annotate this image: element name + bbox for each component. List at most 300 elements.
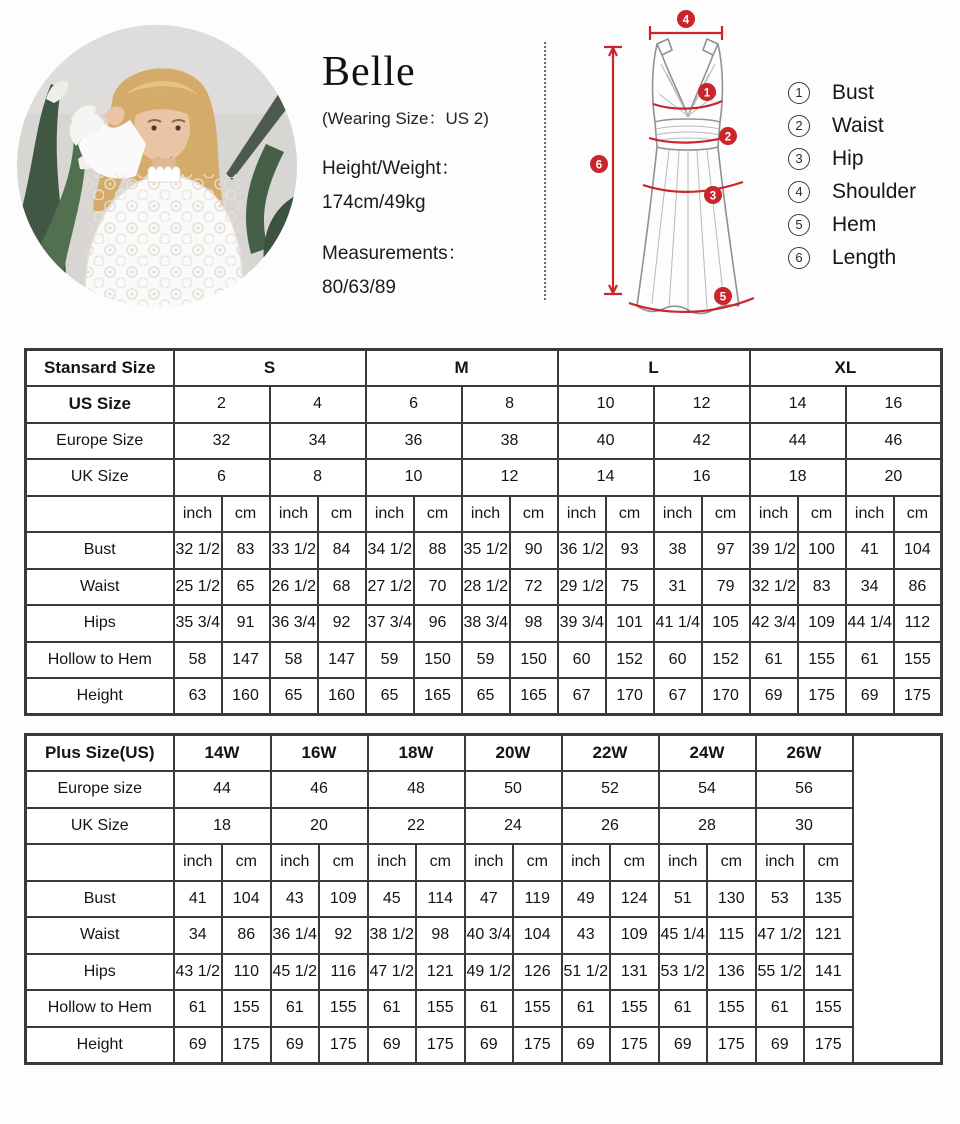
measurement-value: 97 — [702, 532, 750, 569]
measurement-value: 109 — [610, 917, 659, 954]
measurement-value: 43 — [271, 881, 320, 918]
unit-header: cm — [513, 844, 562, 881]
measurement-value: 124 — [610, 881, 659, 918]
size-group-header: S — [174, 350, 366, 387]
unit-header: cm — [414, 496, 462, 533]
model-info — [322, 48, 532, 299]
measurement-value: 47 1/2 — [756, 917, 805, 954]
measurement-value: 29 1/2 — [558, 569, 606, 606]
measurement-value: 44 1/4 — [846, 605, 894, 642]
size-value: 44 — [750, 423, 846, 460]
legend-item-hip — [788, 142, 916, 175]
table-row — [26, 569, 942, 606]
measurement-value: 119 — [513, 881, 562, 918]
legend-label: Bust — [832, 80, 875, 104]
measurement-value: 86 — [222, 917, 271, 954]
legend-label: Shoulder — [832, 179, 917, 203]
measurement-value: 53 — [756, 881, 805, 918]
empty-cell — [853, 735, 942, 1064]
measurement-value: 59 — [366, 642, 414, 679]
measurement-value: 69 — [465, 1027, 514, 1064]
size-group-header: 20W — [465, 735, 562, 772]
row-label: Height — [26, 678, 174, 715]
measurement-value: 69 — [562, 1027, 611, 1064]
size-value: 8 — [270, 459, 366, 496]
measurement-value: 41 — [846, 532, 894, 569]
legend-label: Hip — [832, 146, 864, 170]
size-value: 30 — [756, 808, 853, 845]
measurement-value: 42 3/4 — [750, 605, 798, 642]
table-row — [26, 844, 942, 881]
measurement-value: 59 — [462, 642, 510, 679]
table-row — [26, 532, 942, 569]
height-weight-label: Height/Weight： — [322, 158, 460, 179]
measurement-value: 175 — [707, 1027, 756, 1064]
unit-header: inch — [366, 496, 414, 533]
measurement-value: 61 — [756, 990, 805, 1027]
measurement-value: 61 — [562, 990, 611, 1027]
table-row — [26, 423, 942, 460]
measurement-value: 28 1/2 — [462, 569, 510, 606]
measurement-value: 26 1/2 — [270, 569, 318, 606]
measurement-value: 35 3/4 — [174, 605, 222, 642]
size-value: 50 — [465, 771, 562, 808]
model-photo — [16, 24, 298, 308]
unit-header: inch — [271, 844, 320, 881]
row-label: UK Size — [26, 459, 174, 496]
size-value: 38 — [462, 423, 558, 460]
measurement-value: 175 — [319, 1027, 368, 1064]
circled-5-icon: 5 — [788, 214, 810, 236]
measurement-value: 72 — [510, 569, 558, 606]
measurement-value: 61 — [465, 990, 514, 1027]
table-row — [26, 808, 942, 845]
unit-header: cm — [416, 844, 465, 881]
legend-label: Hem — [832, 212, 877, 236]
measurement-value: 36 1/4 — [271, 917, 320, 954]
measurement-value: 152 — [606, 642, 654, 679]
measurement-value: 61 — [846, 642, 894, 679]
legend-item-shoulder — [788, 175, 916, 208]
measurement-value: 109 — [319, 881, 368, 918]
circled-3-icon: 3 — [788, 148, 810, 170]
row-label: UK Size — [26, 808, 174, 845]
measurement-value: 141 — [804, 954, 853, 991]
measurement-value: 121 — [416, 954, 465, 991]
marker-bust: 1 — [703, 87, 711, 100]
size-value: 22 — [368, 808, 465, 845]
table-row — [26, 642, 942, 679]
unit-header: cm — [702, 496, 750, 533]
row-label: Hips — [26, 954, 174, 991]
marker-hip: 3 — [709, 190, 717, 203]
row-label: Bust — [26, 881, 174, 918]
measurement-value: 175 — [804, 1027, 853, 1064]
measurement-value: 116 — [319, 954, 368, 991]
measurement-value: 112 — [894, 605, 942, 642]
row-label: Height — [26, 1027, 174, 1064]
measurement-value: 38 3/4 — [462, 605, 510, 642]
measurement-value: 61 — [659, 990, 708, 1027]
size-group-header: M — [366, 350, 558, 387]
measurements-value: 80/63/89 — [322, 277, 396, 298]
measurement-value: 150 — [414, 642, 462, 679]
size-value: 12 — [462, 459, 558, 496]
size-value: 26 — [562, 808, 659, 845]
table-row — [26, 917, 942, 954]
measurement-value: 93 — [606, 532, 654, 569]
size-value: 8 — [462, 386, 558, 423]
size-group-header: L — [558, 350, 750, 387]
measurement-value: 155 — [894, 642, 942, 679]
size-value: 24 — [465, 808, 562, 845]
measurement-value: 114 — [416, 881, 465, 918]
measurement-value: 34 1/2 — [366, 532, 414, 569]
measurement-value: 39 3/4 — [558, 605, 606, 642]
dress-diagram-drawing — [555, 4, 785, 338]
measurement-value: 104 — [222, 881, 271, 918]
size-value: 32 — [174, 423, 270, 460]
measurement-value: 88 — [414, 532, 462, 569]
measurement-value: 31 — [654, 569, 702, 606]
size-value: 44 — [174, 771, 271, 808]
measurement-value: 155 — [416, 990, 465, 1027]
marker-shoulder: 4 — [682, 14, 690, 27]
measurement-value: 160 — [318, 678, 366, 715]
wearing-size: (Wearing Size：US 2) — [322, 109, 489, 128]
table-row — [26, 386, 942, 423]
measurement-value: 40 3/4 — [465, 917, 514, 954]
table-row — [26, 459, 942, 496]
size-value: 10 — [558, 386, 654, 423]
row-label: US Size — [26, 386, 174, 423]
table-row — [26, 735, 942, 772]
unit-header: cm — [606, 496, 654, 533]
measurement-value: 61 — [174, 990, 223, 1027]
unit-header: inch — [659, 844, 708, 881]
size-value: 28 — [659, 808, 756, 845]
marker-waist: 2 — [724, 131, 732, 144]
unit-header: inch — [846, 496, 894, 533]
measurement-value: 175 — [798, 678, 846, 715]
height-weight-value: 174cm/49kg — [322, 192, 426, 213]
unit-header: cm — [318, 496, 366, 533]
measurement-value: 147 — [222, 642, 270, 679]
measurement-value: 67 — [654, 678, 702, 715]
measurement-value: 41 1/4 — [654, 605, 702, 642]
unit-header: cm — [510, 496, 558, 533]
measurement-value: 27 1/2 — [366, 569, 414, 606]
row-label: Bust — [26, 532, 174, 569]
measurement-value: 58 — [270, 642, 318, 679]
measurement-value: 101 — [606, 605, 654, 642]
measurement-value: 92 — [318, 605, 366, 642]
table-row — [26, 771, 942, 808]
measurement-value: 61 — [368, 990, 417, 1027]
measurement-value: 33 1/2 — [270, 532, 318, 569]
table-row — [26, 605, 942, 642]
measurement-value: 170 — [606, 678, 654, 715]
measurement-value: 69 — [750, 678, 798, 715]
model-name: Belle — [322, 49, 416, 95]
measurement-value: 160 — [222, 678, 270, 715]
size-value: 46 — [271, 771, 368, 808]
measurement-value: 36 3/4 — [270, 605, 318, 642]
measurement-value: 34 — [174, 917, 223, 954]
measurement-value: 96 — [414, 605, 462, 642]
model-photo-illustration — [16, 24, 298, 308]
measurement-value: 69 — [659, 1027, 708, 1064]
measurement-value: 45 1/4 — [659, 917, 708, 954]
measurement-value: 155 — [804, 990, 853, 1027]
measurement-value: 105 — [702, 605, 750, 642]
measurement-value: 65 — [366, 678, 414, 715]
measurement-value: 61 — [271, 990, 320, 1027]
unit-header: cm — [798, 496, 846, 533]
size-value: 20 — [846, 459, 942, 496]
size-group-header: 16W — [271, 735, 368, 772]
measurement-value: 36 1/2 — [558, 532, 606, 569]
marker-length: 6 — [595, 159, 603, 172]
measurement-value: 83 — [222, 532, 270, 569]
size-group-header: 26W — [756, 735, 853, 772]
unit-header: cm — [707, 844, 756, 881]
circled-6-icon: 6 — [788, 247, 810, 269]
table-row — [26, 496, 942, 533]
row-label: Hollow to Hem — [26, 990, 174, 1027]
measurement-value: 43 — [562, 917, 611, 954]
unit-header: inch — [756, 844, 805, 881]
unit-header: inch — [654, 496, 702, 533]
measurement-value: 135 — [804, 881, 853, 918]
table-row — [26, 881, 942, 918]
measurement-value: 35 1/2 — [462, 532, 510, 569]
dress-diagram — [555, 4, 785, 343]
measurement-value: 25 1/2 — [174, 569, 222, 606]
size-group-header: 18W — [368, 735, 465, 772]
unit-header: inch — [562, 844, 611, 881]
size-value: 4 — [270, 386, 366, 423]
circled-2-icon: 2 — [788, 115, 810, 137]
size-value: 10 — [366, 459, 462, 496]
measurement-value: 69 — [756, 1027, 805, 1064]
size-value: 16 — [846, 386, 942, 423]
measurement-value: 175 — [513, 1027, 562, 1064]
legend-item-waist — [788, 109, 916, 142]
measurement-value: 51 — [659, 881, 708, 918]
measurement-value: 86 — [894, 569, 942, 606]
measurement-value: 104 — [513, 917, 562, 954]
dotted-divider — [544, 42, 546, 300]
measurement-value: 98 — [416, 917, 465, 954]
measurement-value: 92 — [319, 917, 368, 954]
measurement-value: 47 — [465, 881, 514, 918]
measurement-value: 165 — [414, 678, 462, 715]
top-section — [0, 0, 960, 344]
unit-header: cm — [894, 496, 942, 533]
measurement-value: 155 — [798, 642, 846, 679]
unit-header: cm — [319, 844, 368, 881]
size-value: 2 — [174, 386, 270, 423]
table-row — [26, 954, 942, 991]
measurement-value: 51 1/2 — [562, 954, 611, 991]
measurement-value: 68 — [318, 569, 366, 606]
measurement-value: 65 — [222, 569, 270, 606]
measurement-value: 155 — [222, 990, 271, 1027]
unit-header: inch — [174, 496, 222, 533]
measurement-value: 69 — [846, 678, 894, 715]
measurement-value: 67 — [558, 678, 606, 715]
unit-header: inch — [558, 496, 606, 533]
table-row — [26, 990, 942, 1027]
measurement-value: 47 1/2 — [368, 954, 417, 991]
unit-header: inch — [462, 496, 510, 533]
measurement-value: 100 — [798, 532, 846, 569]
measurement-value: 38 1/2 — [368, 917, 417, 954]
size-value: 52 — [562, 771, 659, 808]
measurement-value: 175 — [416, 1027, 465, 1064]
unit-header: cm — [804, 844, 853, 881]
measurement-value: 39 1/2 — [750, 532, 798, 569]
size-value: 12 — [654, 386, 750, 423]
size-value: 14 — [558, 459, 654, 496]
measurement-value: 37 3/4 — [366, 605, 414, 642]
measurement-value: 165 — [510, 678, 558, 715]
measurement-value: 170 — [702, 678, 750, 715]
row-label: Waist — [26, 569, 174, 606]
measurement-value: 32 1/2 — [174, 532, 222, 569]
measurement-value: 126 — [513, 954, 562, 991]
size-value: 56 — [756, 771, 853, 808]
measurement-value: 32 1/2 — [750, 569, 798, 606]
measurement-value: 43 1/2 — [174, 954, 223, 991]
measurement-value: 41 — [174, 881, 223, 918]
measurement-value: 155 — [513, 990, 562, 1027]
marker-hem: 5 — [719, 291, 727, 304]
measurement-value: 75 — [606, 569, 654, 606]
unit-header: cm — [610, 844, 659, 881]
row-label: Hollow to Hem — [26, 642, 174, 679]
row-label: Waist — [26, 917, 174, 954]
measurement-value: 91 — [222, 605, 270, 642]
measurements-label: Measurements： — [322, 243, 467, 264]
measurement-value: 65 — [270, 678, 318, 715]
measurement-value: 63 — [174, 678, 222, 715]
measurement-value: 155 — [610, 990, 659, 1027]
measurement-value: 60 — [654, 642, 702, 679]
size-value: 54 — [659, 771, 756, 808]
measurement-value: 115 — [707, 917, 756, 954]
measurement-value: 55 1/2 — [756, 954, 805, 991]
size-value: 48 — [368, 771, 465, 808]
measurement-value: 121 — [804, 917, 853, 954]
unit-header: inch — [750, 496, 798, 533]
measurement-value: 98 — [510, 605, 558, 642]
unit-header: inch — [465, 844, 514, 881]
size-value: 34 — [270, 423, 366, 460]
measurement-value: 34 — [846, 569, 894, 606]
unit-header: inch — [270, 496, 318, 533]
table-row — [26, 1027, 942, 1064]
size-value: 40 — [558, 423, 654, 460]
measurement-legend — [788, 76, 916, 274]
size-value: 18 — [174, 808, 271, 845]
size-group-header: 14W — [174, 735, 271, 772]
measurement-value: 150 — [510, 642, 558, 679]
legend-item-bust — [788, 76, 916, 109]
measurement-value: 104 — [894, 532, 942, 569]
measurement-value: 155 — [319, 990, 368, 1027]
row-label: Hips — [26, 605, 174, 642]
measurement-value: 58 — [174, 642, 222, 679]
size-value: 42 — [654, 423, 750, 460]
legend-label: Length — [832, 245, 897, 269]
measurement-value: 90 — [510, 532, 558, 569]
measurement-value: 38 — [654, 532, 702, 569]
measurement-value: 65 — [462, 678, 510, 715]
legend-item-hem — [788, 208, 916, 241]
standard-size-table — [24, 348, 943, 716]
measurement-value: 155 — [707, 990, 756, 1027]
corner-label: Stansard Size — [26, 350, 174, 387]
empty-corner — [26, 844, 174, 881]
corner-label: Plus Size(US) — [26, 735, 174, 772]
table-row — [26, 350, 942, 387]
measurement-value: 45 — [368, 881, 417, 918]
size-group-header: XL — [750, 350, 942, 387]
measurement-value: 69 — [368, 1027, 417, 1064]
plus-size-table — [24, 733, 943, 1065]
unit-header: cm — [222, 844, 271, 881]
size-value: 46 — [846, 423, 942, 460]
size-value: 14 — [750, 386, 846, 423]
row-label: Europe Size — [26, 423, 174, 460]
unit-header: inch — [368, 844, 417, 881]
measurement-value: 84 — [318, 532, 366, 569]
measurement-value: 175 — [894, 678, 942, 715]
measurement-value: 61 — [750, 642, 798, 679]
measurement-value: 53 1/2 — [659, 954, 708, 991]
circled-4-icon: 4 — [788, 181, 810, 203]
unit-header: inch — [174, 844, 223, 881]
measurement-value: 49 1/2 — [465, 954, 514, 991]
measurement-value: 60 — [558, 642, 606, 679]
empty-corner — [26, 496, 174, 533]
measurement-value: 136 — [707, 954, 756, 991]
measurement-value: 70 — [414, 569, 462, 606]
measurement-value: 131 — [610, 954, 659, 991]
unit-header: cm — [222, 496, 270, 533]
table-row — [26, 678, 942, 715]
measurement-value: 83 — [798, 569, 846, 606]
size-value: 6 — [366, 386, 462, 423]
size-value: 18 — [750, 459, 846, 496]
measurement-value: 49 — [562, 881, 611, 918]
measurement-value: 175 — [610, 1027, 659, 1064]
measurement-value: 152 — [702, 642, 750, 679]
measurement-value: 147 — [318, 642, 366, 679]
measurement-value: 69 — [271, 1027, 320, 1064]
measurement-value: 69 — [174, 1027, 223, 1064]
row-label: Europe size — [26, 771, 174, 808]
measurement-value: 79 — [702, 569, 750, 606]
measurement-value: 130 — [707, 881, 756, 918]
measurement-value: 109 — [798, 605, 846, 642]
size-value: 16 — [654, 459, 750, 496]
size-value: 6 — [174, 459, 270, 496]
measurement-value: 110 — [222, 954, 271, 991]
measurement-value: 45 1/2 — [271, 954, 320, 991]
